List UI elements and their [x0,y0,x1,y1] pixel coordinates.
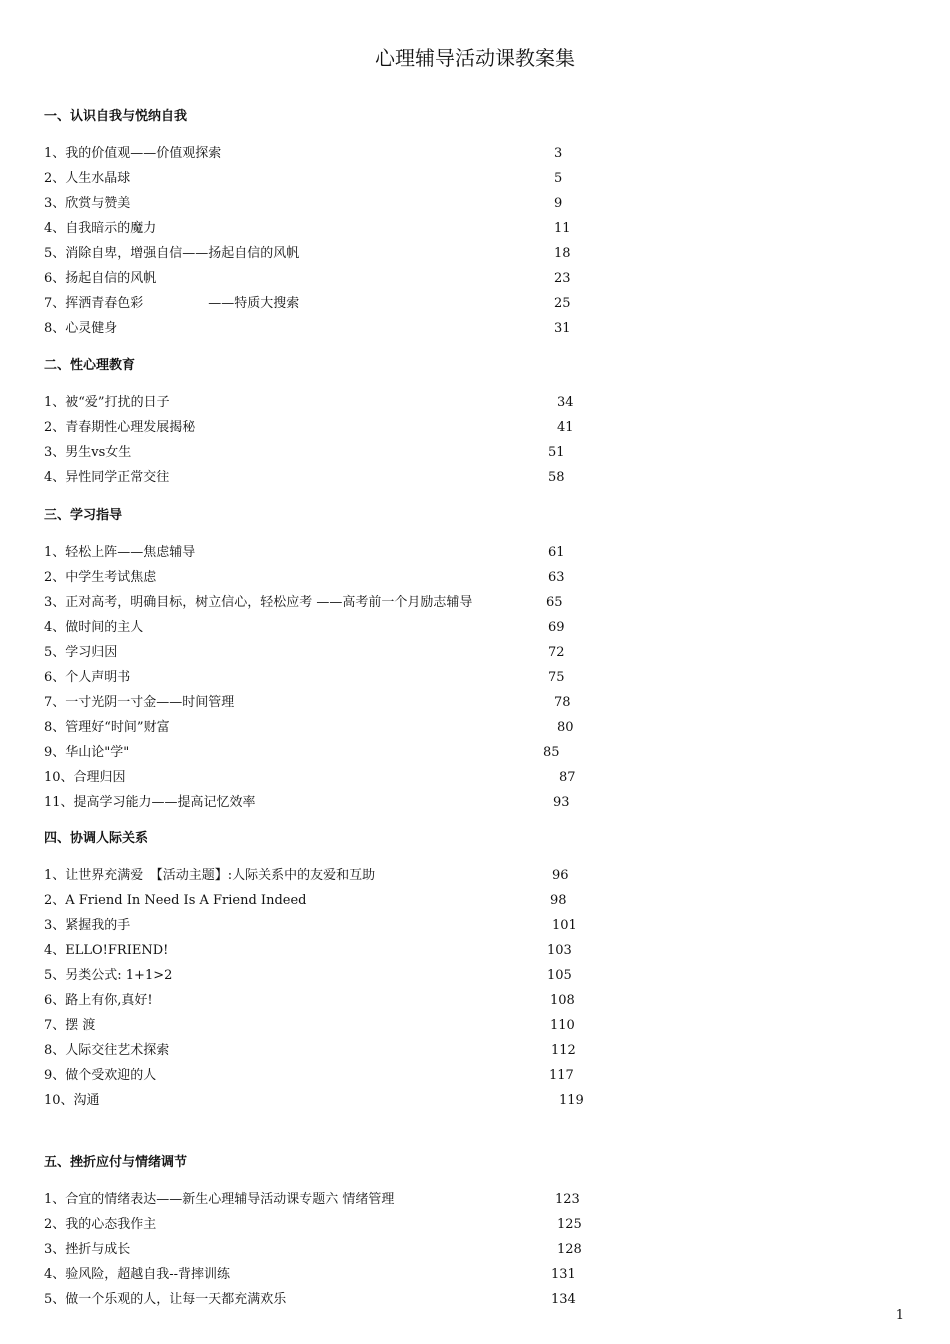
toc-entry-title: 3、挫折与成长 [44,1242,131,1257]
toc-entry-title: 8、心灵健身 [44,321,118,336]
toc-entry [44,718,644,738]
toc-entry [44,768,644,788]
section-heading: 五、挫折应付与情绪调节 [44,1155,188,1170]
toc-entry-title: 7、摆 渡 [44,1018,96,1033]
toc-entry-title: 4、异性同学正常交往 [44,470,170,485]
toc-entry [44,643,644,663]
toc-entry-page: 72 [548,645,565,660]
toc-entry [44,443,644,463]
toc-entry-title: 2、A Friend In Need Is A Friend Indeed [44,893,307,908]
toc-entry-page: 9 [554,196,563,211]
toc-entry-page: 96 [552,868,569,883]
toc-entry [44,1091,644,1111]
toc-entry-title: 8、人际交往艺术探索 [44,1043,170,1058]
toc-entry-title: 1、被“爱”打扰的日子 [44,395,170,410]
toc-entry-page: 105 [547,968,572,983]
toc-entry-page: 108 [550,993,575,1008]
section-heading: 三、学习指导 [44,508,123,523]
toc-entry [44,891,644,911]
toc-entry-page: 25 [554,296,571,311]
toc-entry-page: 85 [543,745,560,760]
toc-entry-title: 9、华山论"学" [44,745,130,760]
toc-entry-page: 3 [554,146,563,161]
toc-entry [44,1016,644,1036]
toc-entry-page: 103 [547,943,572,958]
toc-entry-page: 75 [548,670,565,685]
toc-entry [44,294,644,314]
toc-entry-title: 5、学习归因 [44,645,118,660]
toc-entry-page: 78 [554,695,571,710]
toc-entry [44,941,644,961]
toc-entry-page: 117 [549,1068,574,1083]
toc-entry-page: 5 [554,171,563,186]
toc-entry-title: 2、青春期性心理发展揭秘 [44,420,196,435]
toc-entry-title: 1、我的价值观——价值观探索 [44,146,222,161]
toc-entry [44,1265,644,1285]
toc-entry [44,219,644,239]
toc-entry-page: 131 [551,1267,576,1282]
toc-entry-page: 11 [554,221,571,236]
toc-entry-page: 112 [551,1043,576,1058]
toc-entry [44,319,644,339]
toc-entry-title: 4、自我暗示的魔力 [44,221,157,236]
toc-entry-title: 5、消除自卑，增强自信——扬起自信的风帆 [44,246,300,261]
toc-entry-page: 123 [555,1192,580,1207]
section-heading: 一、认识自我与悦纳自我 [44,109,188,124]
toc-entry [44,144,644,164]
toc-entry-page: 51 [548,445,565,460]
toc-entry [44,169,644,189]
toc-entry-title: 1、轻松上阵——焦虑辅导 [44,545,196,560]
toc-entry [44,393,644,413]
toc-entry-title: 1、让世界充满爱 【活动主题】:人际关系中的友爱和互助 [44,868,376,883]
toc-entry-title: 1、合宜的情绪表达——新生心理辅导活动课专题六 情绪管理 [44,1192,395,1207]
toc-entry-title: 3、欣赏与赞美 [44,196,131,211]
toc-entry-page: 119 [559,1093,584,1108]
document-title: 心理辅导活动课教案集 [375,46,575,70]
toc-entry-title: 11、提高学习能力——提高记忆效率 [44,795,256,810]
toc-entry-title: 10、沟通 [44,1093,100,1108]
toc-entry-title: 9、做个受欢迎的人 [44,1068,157,1083]
toc-entry-title: 3、男生vs女生 [44,445,132,460]
toc-entry [44,418,644,438]
toc-entry [44,269,644,289]
toc-entry [44,568,644,588]
toc-entry [44,668,644,688]
toc-entry [44,743,644,763]
toc-entry-title: 7、一寸光阴一寸金——时间管理 [44,695,235,710]
toc-entry-page: 34 [557,395,574,410]
toc-entry-title: 4、ELLO!FRIEND! [44,943,169,958]
toc-entry [44,543,644,563]
toc-entry-title: 6、路上有你,真好! [44,993,153,1008]
toc-entry [44,593,644,613]
toc-entry-page: 80 [557,720,574,735]
toc-entry-page: 18 [554,246,571,261]
toc-entry [44,1240,644,1260]
toc-entry [44,966,644,986]
toc-entry-title: 5、做一个乐观的人，让每一天都充满欢乐 [44,1292,287,1307]
toc-entry-page: 41 [557,420,574,435]
toc-entry-page: 87 [559,770,576,785]
toc-entry-title: 6、扬起自信的风帆 [44,271,157,286]
toc-entry-title: 7、挥洒青春色彩 ——特质大搜索 [44,296,300,311]
toc-entry [44,194,644,214]
toc-entry [44,1066,644,1086]
toc-entry [44,1041,644,1061]
toc-entry [44,244,644,264]
toc-entry-title: 10、合理归因 [44,770,126,785]
toc-entry [44,1190,644,1210]
toc-entry [44,468,644,488]
section-heading: 四、协调人际关系 [44,831,149,846]
toc-entry-page: 58 [548,470,565,485]
toc-entry [44,618,644,638]
toc-entry-page: 110 [550,1018,575,1033]
toc-entry [44,1215,644,1235]
toc-entry-page: 98 [550,893,567,908]
page-number: 1 [895,1308,904,1323]
toc-entry [44,693,644,713]
toc-entry-page: 128 [557,1242,582,1257]
toc-entry-title: 5、另类公式: 1+1>2 [44,968,173,983]
toc-entry-page: 23 [554,271,571,286]
toc-entry-page: 65 [546,595,563,610]
toc-entry [44,866,644,886]
toc-entry [44,916,644,936]
toc-entry-page: 125 [557,1217,582,1232]
toc-entry-page: 61 [548,545,565,560]
toc-entry-title: 4、验风险，超越自我--背摔训练 [44,1267,231,1282]
toc-entry-title: 3、紧握我的手 [44,918,131,933]
toc-entry-title: 6、个人声明书 [44,670,131,685]
toc-entry-title: 4、做时间的主人 [44,620,144,635]
toc-entry-title: 2、中学生考试焦虑 [44,570,157,585]
toc-entry-page: 69 [548,620,565,635]
toc-entry [44,1290,644,1310]
toc-entry-title: 8、管理好“时间”财富 [44,720,170,735]
section-heading: 二、性心理教育 [44,358,136,373]
toc-entry [44,793,644,813]
toc-entry [44,991,644,1011]
toc-entry-page: 63 [548,570,565,585]
toc-entry-page: 93 [553,795,570,810]
toc-entry-title: 2、我的心态我作主 [44,1217,157,1232]
toc-entry-page: 31 [554,321,571,336]
toc-entry-title: 2、人生水晶球 [44,171,131,186]
toc-entry-title: 3、正对高考，明确目标，树立信心，轻松应考 ——高考前一个月励志辅导 [44,595,473,610]
toc-entry-page: 101 [552,918,577,933]
toc-entry-page: 134 [551,1292,576,1307]
